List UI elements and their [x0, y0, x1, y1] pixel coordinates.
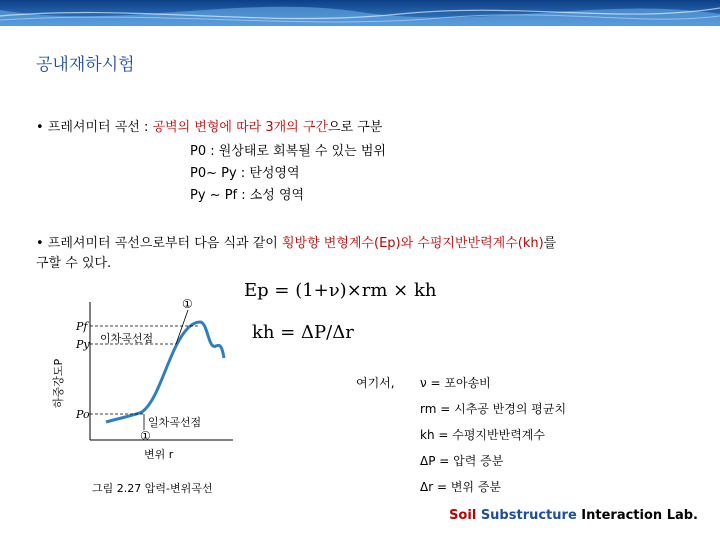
tick-po: Po	[76, 408, 90, 421]
legend-poisson: ν = 포아송비	[420, 376, 491, 390]
range-elastic: P0~ Py : 탄성영역	[190, 166, 300, 181]
bullet2-tail: 를	[543, 236, 557, 251]
annotation-primary-point: 일차곡선점	[148, 416, 202, 429]
bullet2-lead: • 프레셔미터 곡선으로부터 다음 식과 같이	[36, 236, 282, 251]
y-axis-label: 하중강도P	[52, 358, 65, 408]
pointer-upper	[176, 310, 188, 344]
bullet1-highlight: 공벽의 변형에 따라 3개의 구간	[152, 120, 328, 135]
range-plastic: Py ~ Pf : 소성 영역	[190, 188, 305, 203]
bullet-coefficients	[36, 232, 556, 251]
legend-intro: 여기서,	[356, 376, 395, 390]
x-axis-label: 변위 r	[144, 448, 174, 461]
formula-kh: kh = ΔP/Δr	[252, 322, 354, 343]
tick-pf: Pf	[76, 320, 88, 333]
footer-soil: Soil	[449, 508, 477, 523]
footer-substructure: Substructure	[480, 508, 577, 523]
footer-interaction: Interaction Lab.	[581, 508, 698, 523]
legend-delta-r: Δr = 변위 증분	[420, 480, 502, 494]
bullet1-lead: • 프레셔미터 곡선 :	[36, 120, 153, 135]
tick-py: Py	[76, 338, 90, 351]
legend-delta-p: ΔP = 압력 증분	[420, 454, 504, 468]
legend-radius: rm = 시추공 반경의 평균치	[420, 402, 567, 416]
marker-upper: ①	[182, 297, 193, 311]
annotation-secondary-point: 이차곡선점	[100, 332, 154, 345]
page-title: 공내재하시험	[36, 55, 135, 75]
marker-lower: ①	[140, 429, 151, 443]
bullet1-tail: 으로 구분	[327, 120, 383, 135]
pressure-displacement-figure	[48, 290, 248, 465]
bullet2-highlight: 횡방향 변형계수(Ep)와 수평지반반력계수(kh)	[281, 236, 544, 251]
header-band	[0, 0, 720, 26]
figure-caption: 그림 2.27 압력-변위곡선	[92, 482, 213, 495]
range-p0: P0 : 원상태로 회복될 수 있는 범위	[190, 144, 386, 159]
bullet-pressuremeter-curve	[36, 116, 382, 135]
lab-footer	[449, 508, 698, 523]
legend-kh: kh = 수평지반반력계수	[420, 428, 545, 442]
bullet2-line2: 구할 수 있다.	[36, 256, 112, 271]
formula-ep: Ep = (1+ν)×rm × kh	[244, 280, 437, 301]
